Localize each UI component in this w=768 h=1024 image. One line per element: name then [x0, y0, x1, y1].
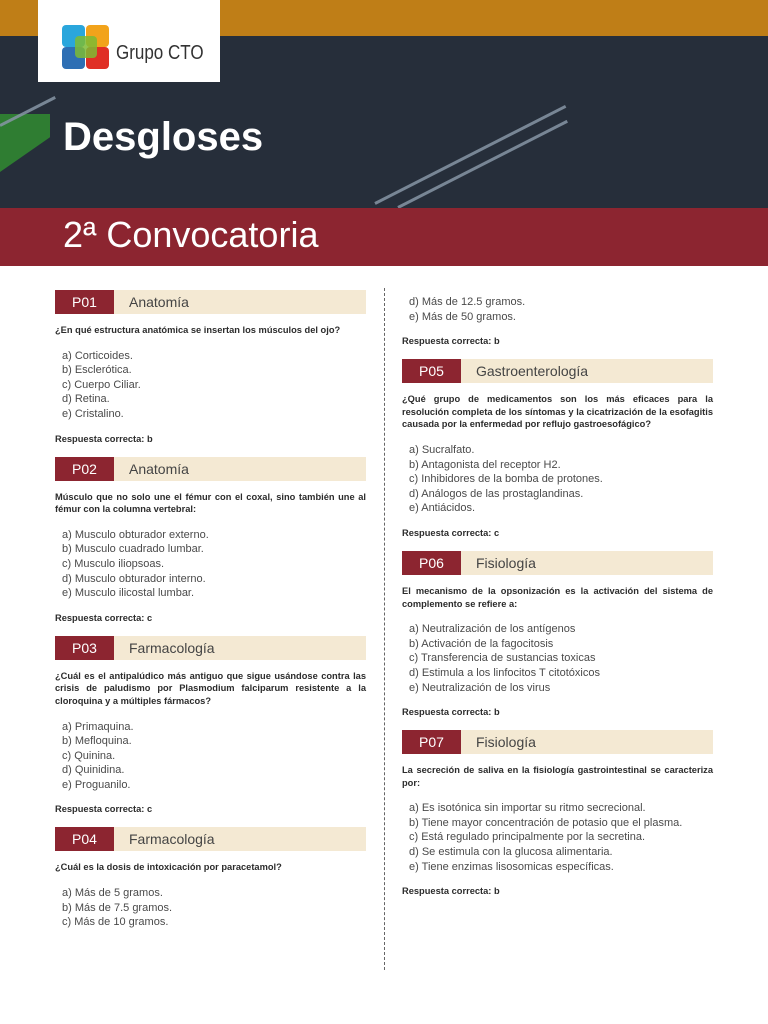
option-a: a) Corticoides. [62, 349, 133, 362]
question-header [55, 457, 366, 481]
option-b: b) Esclerótica. [62, 364, 132, 377]
option-b: b) Musculo cuadrado lumbar. [62, 543, 204, 556]
decor-stripe [374, 105, 566, 205]
question-number: P06 [402, 551, 461, 575]
page-title: Desgloses [63, 115, 264, 159]
option-a: a) Primaquina. [62, 720, 134, 733]
option-c: c) Musculo iliopsoas. [62, 557, 165, 570]
option-e: e) Más de 50 gramos. [409, 310, 516, 323]
question-text: ¿Cuál es el antipalúdico más antiguo que sigue usándose contra las crisis de paludismo por Plasmodium falciparum resistente a la cloroquina y a múltiples fármacos? [55, 670, 366, 706]
question-p04-continued [402, 295, 713, 346]
question-text: ¿Qué grupo de medicamentos son los más eficaces para la resolución completa de los síntomas y la cicatrización de la esofagitis causada por la enfermedad por reflujo gastroesofágico? [402, 394, 713, 430]
option-b: b) Tiene mayor concentración de potasio que el plasma. [409, 816, 683, 829]
correct-answer: Respuesta correcta: b [402, 886, 500, 897]
option-c: c) Más de 10 gramos. [62, 916, 169, 929]
options-list [402, 295, 713, 324]
left-column [55, 290, 366, 942]
options-list [55, 886, 366, 930]
option-e: e) Antiácidos. [409, 502, 476, 515]
options-list [55, 349, 366, 422]
question-header [55, 290, 366, 314]
option-e: e) Cristalino. [62, 407, 124, 420]
right-column [402, 295, 713, 909]
option-b: b) Antagonista del receptor H2. [409, 458, 561, 471]
question-p02 [55, 457, 366, 623]
brand-name: Grupo CTO [116, 42, 204, 64]
correct-answer: Respuesta correcta: b [402, 707, 500, 718]
option-d: d) Quinidina. [62, 764, 125, 777]
option-e: e) Musculo ilicostal lumbar. [62, 587, 195, 600]
question-number: P04 [55, 827, 114, 851]
question-text: El mecanismo de la opsonización es la activación del sistema de complemento se refiere a: [402, 585, 713, 609]
option-d: d) Se estimula con la glucosa alimentaria. [409, 846, 613, 859]
question-text: ¿Cuál es la dosis de intoxicación por paracetamol? [55, 862, 282, 873]
question-header [402, 551, 713, 575]
option-e: e) Neutralización de los virus [409, 681, 551, 694]
question-p05 [402, 359, 713, 538]
question-header [55, 636, 366, 660]
question-p01 [55, 290, 366, 444]
option-a: a) Sucralfato. [409, 443, 475, 456]
correct-answer: Respuesta correcta: c [402, 527, 500, 538]
question-p06 [402, 551, 713, 717]
question-p04 [55, 827, 366, 929]
correct-answer: Respuesta correcta: c [55, 612, 153, 623]
column-divider [384, 288, 385, 970]
question-header [402, 359, 713, 383]
options-list [55, 528, 366, 601]
question-topic: Gastroenterología [476, 363, 589, 380]
option-e: e) Proguanilo. [62, 778, 131, 791]
question-text: La secreción de saliva en la fisiología gastrointestinal se caracteriza por: [402, 765, 713, 788]
option-a: a) Musculo obturador externo. [62, 528, 209, 541]
option-e: e) Tiene enzimas lisosomicas específicas. [409, 860, 614, 873]
correct-answer: Respuesta correcta: b [55, 433, 153, 444]
option-d: d) Más de 12.5 gramos. [409, 296, 526, 308]
question-topic: Farmacología [129, 639, 215, 656]
option-c: c) Está regulado principalmente por la secretina. [409, 831, 646, 844]
option-a: a) Más de 5 gramos. [62, 887, 163, 900]
option-d: d) Musculo obturador interno. [62, 572, 206, 585]
option-a: a) Es isotónica sin importar su ritmo secrecional. [409, 802, 646, 815]
question-p03 [55, 636, 366, 815]
options-list [55, 720, 366, 793]
question-number: P02 [55, 457, 114, 481]
question-topic: Fisiología [476, 554, 536, 571]
option-b: b) Activación de la fagocitosis [409, 637, 554, 650]
logo [38, 0, 220, 82]
option-b: b) Mefloquina. [62, 735, 132, 748]
question-topic: Farmacología [129, 831, 215, 848]
question-text: Músculo que no solo une el fémur con el coxal, sino también une al fémur con la columna vertebral: [55, 491, 366, 515]
decor-stripe [397, 120, 568, 208]
page-subtitle: 2ª Convocatoria [63, 214, 319, 255]
options-list [402, 443, 713, 516]
question-topic: Anatomía [129, 460, 189, 477]
question-number: P03 [55, 636, 114, 660]
question-number: P01 [55, 290, 114, 314]
option-d: d) Estimula a los linfocitos T citotóxicos [409, 666, 600, 679]
question-p07 [402, 730, 713, 896]
option-c: c) Cuerpo Ciliar. [62, 378, 141, 391]
question-topic: Anatomía [129, 294, 189, 310]
question-topic: Fisiología [476, 734, 536, 751]
options-list [402, 622, 713, 695]
option-b: b) Más de 7.5 gramos. [62, 901, 173, 914]
question-header [55, 827, 366, 851]
option-d: d) Análogos de las prostaglandinas. [409, 487, 584, 500]
question-number: P07 [402, 730, 461, 754]
option-c: c) Quinina. [62, 749, 116, 762]
question-text: ¿En qué estructura anatómica se insertan los músculos del ojo? [55, 325, 341, 335]
option-d: d) Retina. [62, 393, 110, 406]
option-c: c) Inhibidores de la bomba de protones. [409, 473, 603, 486]
option-c: c) Transferencia de sustancias toxicas [409, 652, 596, 665]
grupo-cto-logo-icon [62, 25, 110, 71]
question-number: P05 [402, 359, 461, 383]
option-a: a) Neutralización de los antígenos [409, 623, 576, 636]
correct-answer: Respuesta correcta: b [402, 336, 500, 347]
question-header [402, 730, 713, 754]
options-list [402, 801, 713, 874]
correct-answer: Respuesta correcta: c [55, 804, 153, 815]
